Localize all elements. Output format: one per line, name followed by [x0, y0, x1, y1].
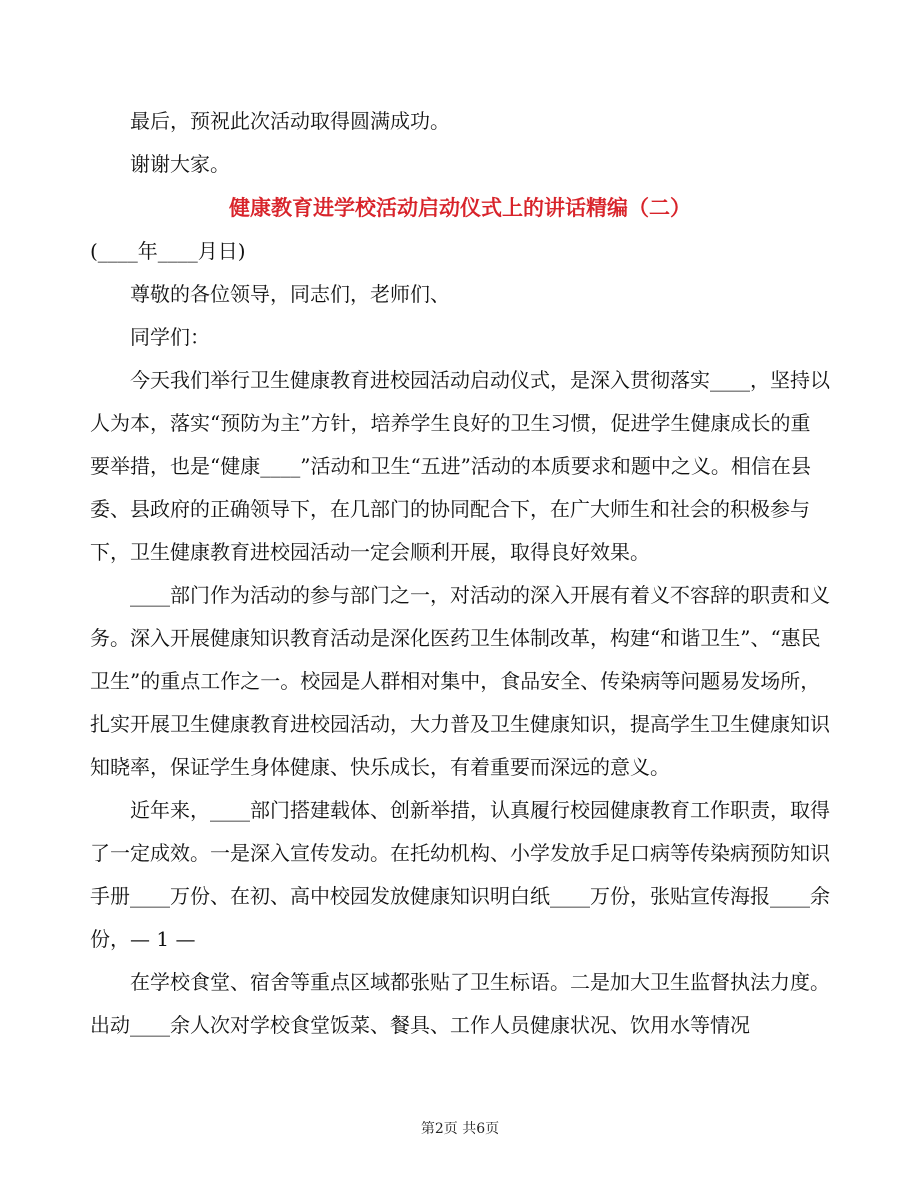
- paragraph: 今天我们举行卫生健康教育进校园活动启动仪式，是深入贯彻落实____，坚持以人为本，落实“预防为主”方针，培养学生良好的卫生习惯，促进学生健康成长的重要举措，也是“健康____”活动和卫生“五进”活动的本质要求和题中之义。相信在县委、县政府的正确领导下，在几部门的协同配合下，在广大师生和社会的积极参与下，卫生健康教育进校园活动一定会顺利开展，取得良好效果。: [90, 368, 830, 564]
- closing-line: 最后，预祝此次活动取得圆满成功。: [130, 109, 450, 133]
- date-line: (____年____月日): [90, 239, 246, 263]
- paragraph: 在学校食堂、宿舍等重点区域都张贴了卫生标语。二是加大卫生监督执法力度。出动____余人次对学校食堂饭菜、餐具、工作人员健康状况、饮用水等情况: [90, 970, 830, 1037]
- document-body: [90, 100, 830, 1047]
- greeting-line: 尊敬的各位领导，同志们，老师们、: [130, 282, 450, 306]
- page-indicator: 第2页 共6页: [420, 1121, 500, 1137]
- document-title: 健康教育进学校活动启动仪式上的讲话精编（二）: [229, 195, 691, 220]
- thanks-line: 谢谢大家。: [130, 152, 230, 176]
- paragraph: 近年来，____部门搭建载体、创新举措，认真履行校园健康教育工作职责，取得了一定成效。一是深入宣传发动。在托幼机构、小学发放手足口病等传染病预防知识手册____万份、在初、高中校园发放健康知识明白纸____万份，张贴宣传海报____余份，— 1 —: [90, 798, 830, 951]
- paragraph: ____部门作为活动的参与部门之一，对活动的深入开展有着义不容辞的职责和义务。深入开展健康知识教育活动是深化医药卫生体制改革，构建“和谐卫生”、“惠民卫生”的重点工作之一。校园是人群相对集中，食品安全、传染病等问题易发场所，扎实开展卫生健康教育进校园活动，大力普及卫生健康知识，提高学生卫生健康知识知晓率，保证学生身体健康、快乐成长，有着重要而深远的意义。: [90, 583, 830, 779]
- greeting-line-2: 同学们：: [130, 325, 210, 349]
